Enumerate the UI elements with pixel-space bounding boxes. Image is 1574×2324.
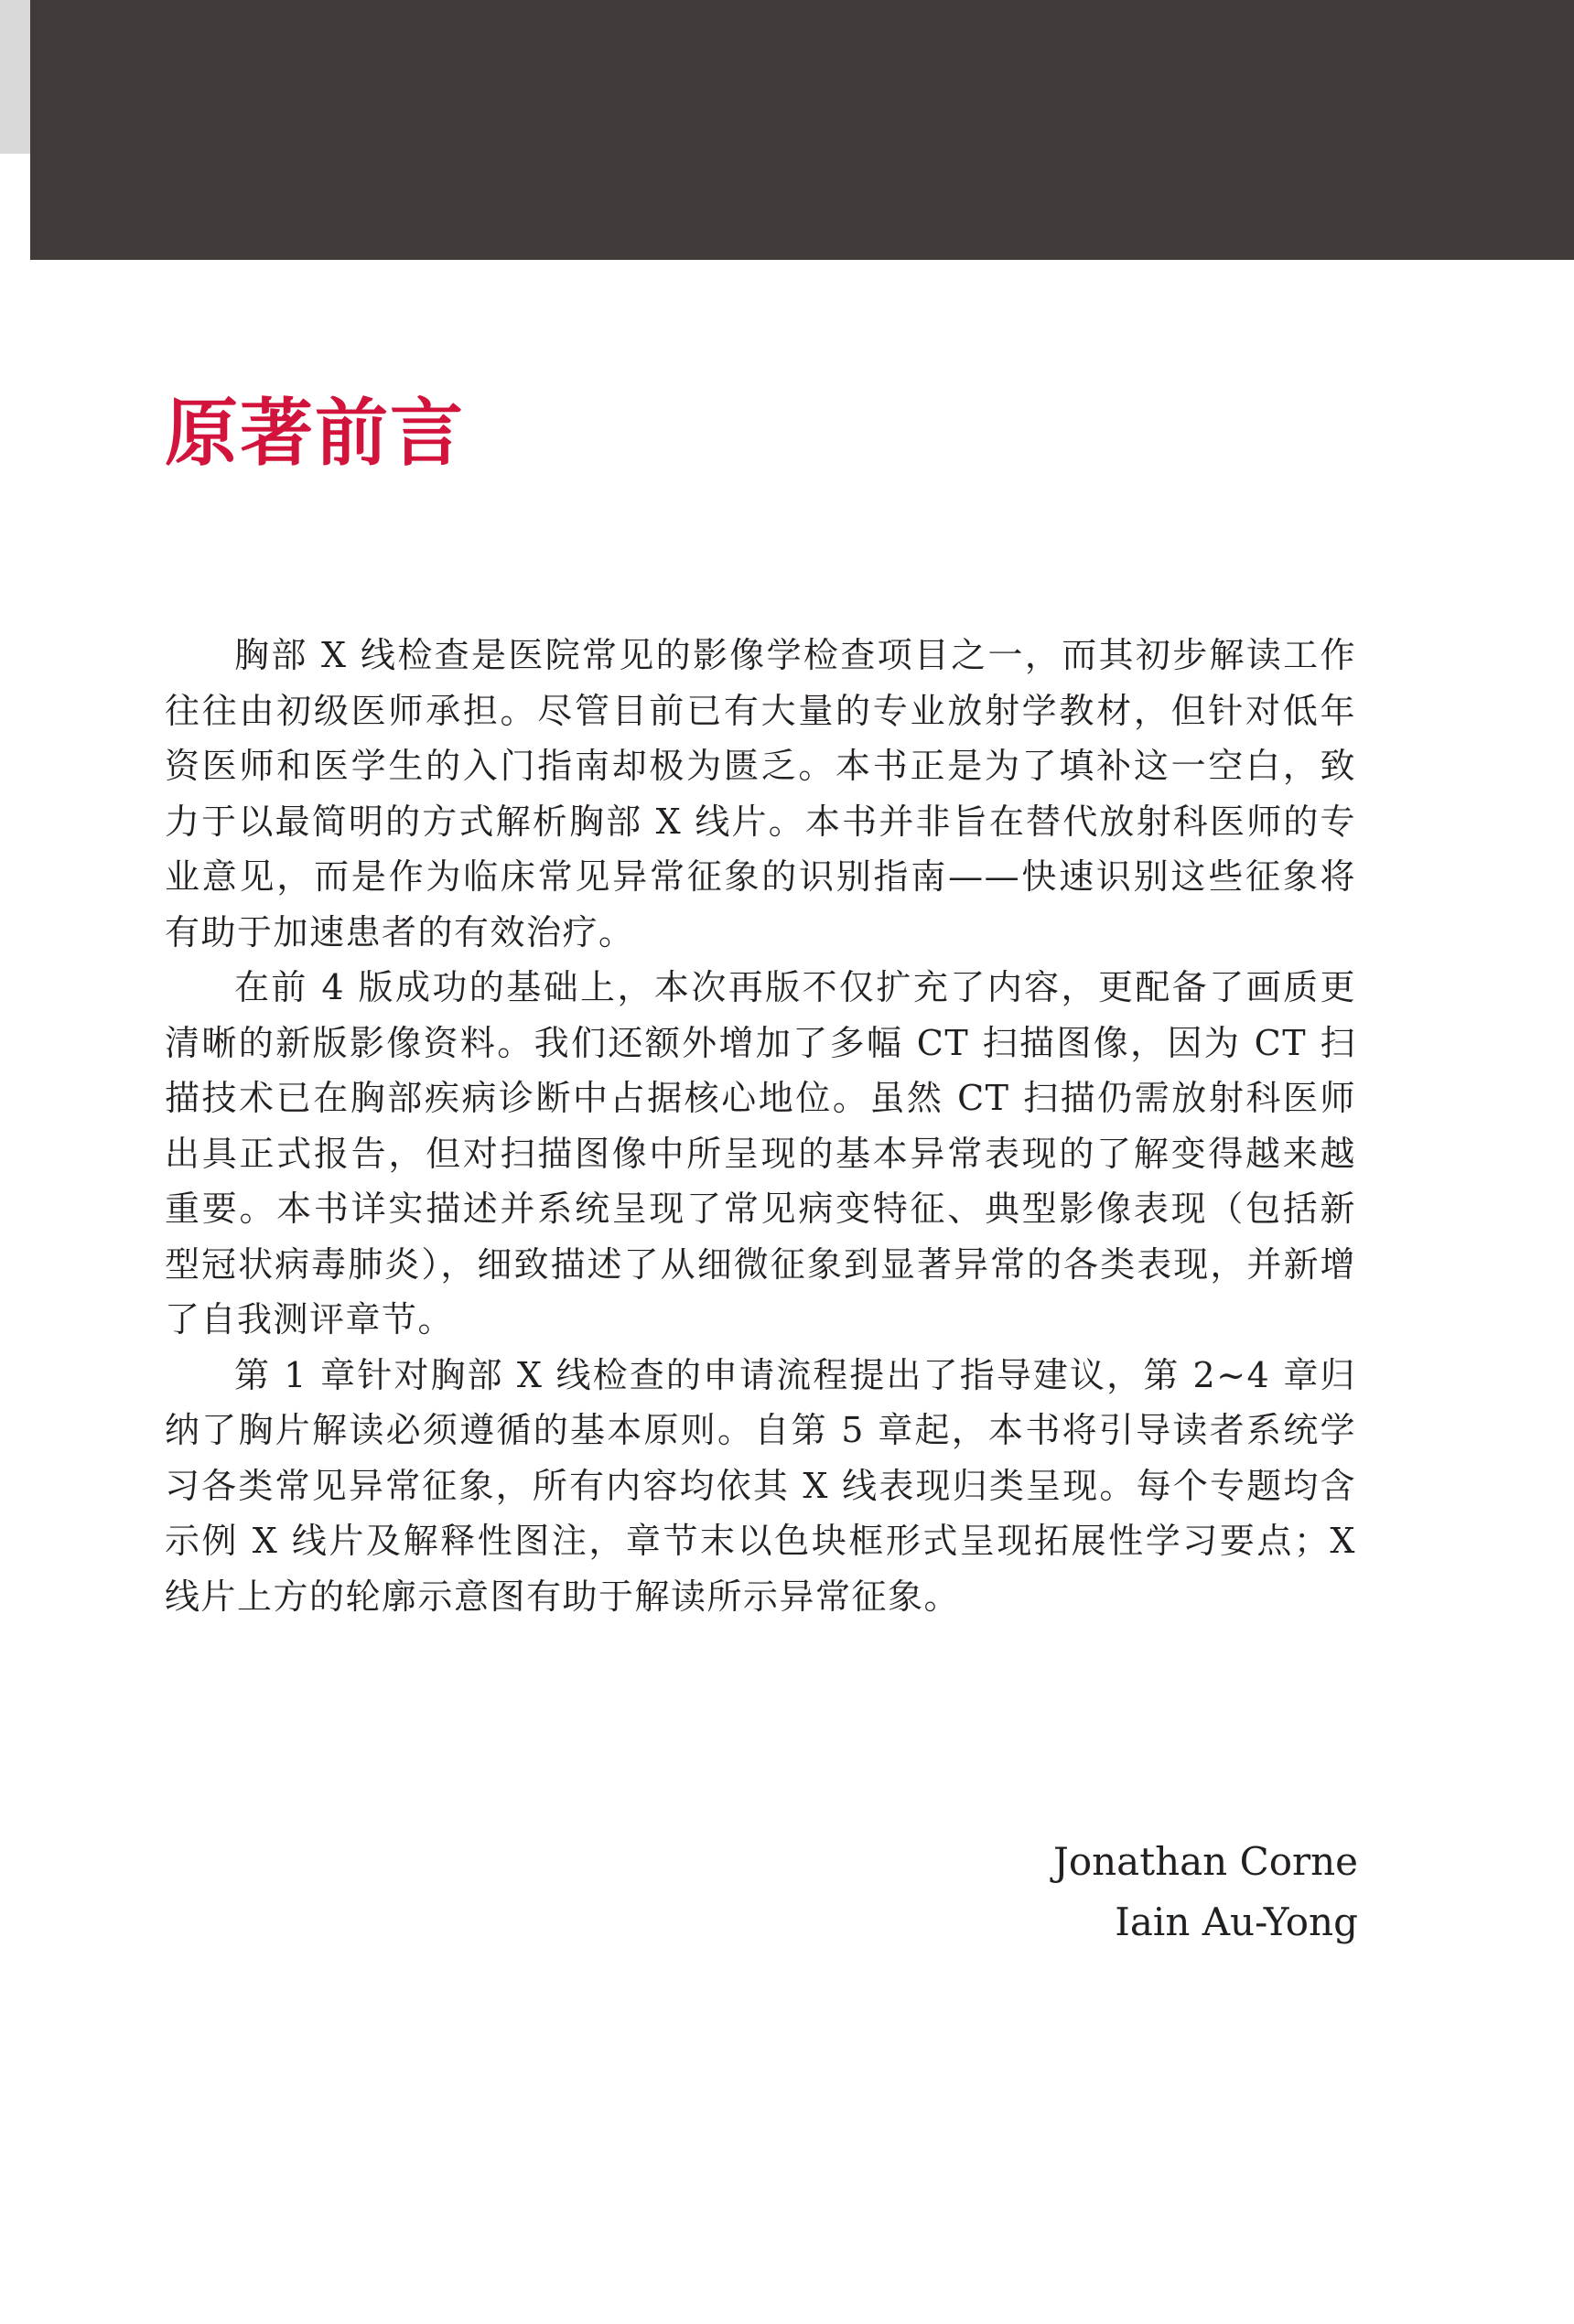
- author-name: Iain Au-Yong: [1115, 1899, 1358, 1944]
- author-signature: [1053, 1832, 1358, 1953]
- page-edge-strip: [0, 0, 30, 154]
- author-name: Jonathan Corne: [1053, 1839, 1358, 1884]
- header-band: [30, 0, 1574, 260]
- paragraph-3: 第 1 章针对胸部 X 线检查的申请流程提出了指导建议，第 2~4 章归纳了胸片解读必须遵循的基本原则。自第 5 章起，本书将引导读者系统学习各类常见异常征象，所有内容均依其 X 线表现归类呈现。每个专题均含示例 X 线片及解释性图注，章节末以色块框形式呈现拓展性学习要点；X 线片上方的轮廓示意图有助于解读所示异常征象。: [165, 1354, 1356, 1617]
- page-title: 原著前言: [165, 391, 465, 476]
- paragraph-2: 在前 4 版成功的基础上，本次再版不仅扩充了内容，更配备了画质更清晰的新版影像资料。我们还额外增加了多幅 CT 扫描图像，因为 CT 扫描技术已在胸部疾病诊断中占据核心地位。虽然 CT 扫描仍需放射科医师出具正式报告，但对扫描图像中所呈现的基本异常表现的了解变得越来越重要。本书详实描述并系统呈现了常见病变特征、典型影像表现（包括新型冠状病毒肺炎），细致描述了从细微征象到显著异常的各类表现，并新增了自我测评章节。: [165, 967, 1356, 1340]
- body-text: [165, 628, 1356, 1624]
- paragraph-1: 胸部 X 线检查是医院常见的影像学检查项目之一，而其初步解读工作往往由初级医师承担。尽管目前已有大量的专业放射学教材，但针对低年资医师和医学生的入门指南却极为匮乏。本书正是为了填补这一空白，致力于以最简明的方式解析胸部 X 线片。本书并非旨在替代放射科医师的专业意见，而是作为临床常见异常征象的识别指南——快速识别这些征象将有助于加速患者的有效治疗。: [165, 635, 1356, 952]
